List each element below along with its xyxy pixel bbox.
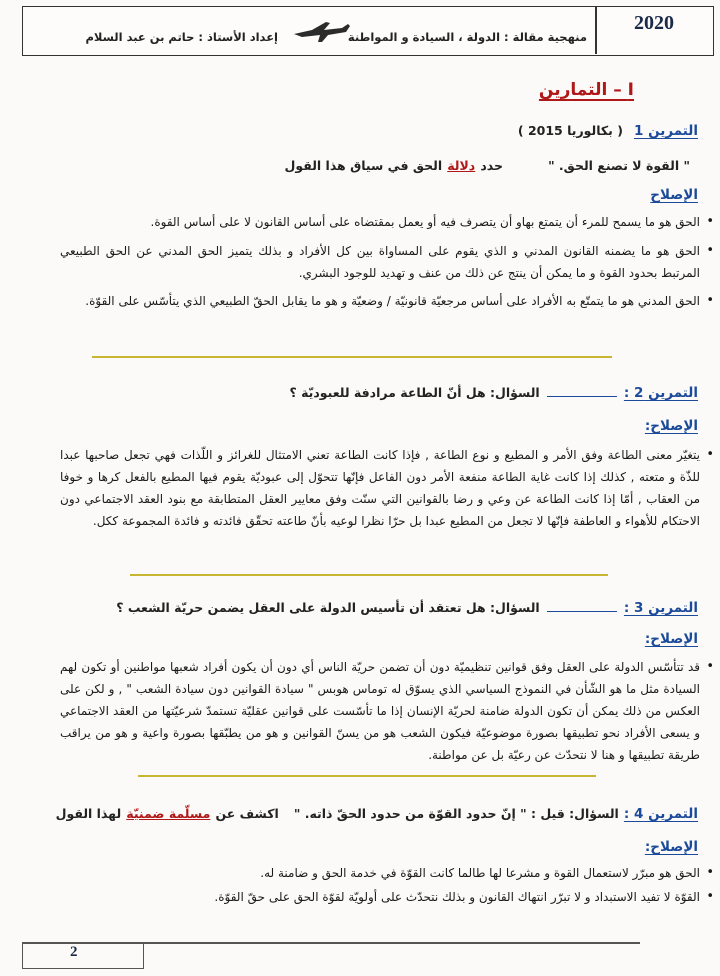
exercise-4-task-post: لهذا القول bbox=[55, 806, 122, 821]
airplane-logo-icon bbox=[292, 18, 352, 44]
exercise-1-bullet-2: • الحق هو ما يضمنه القانون المدني و الذي يقوم على المساواة بين كل الأفراد و بذلك يتميز الحق المدني عن الحق الطبيعي المرتبط بحدود القوة و ما يمكن أن ينتج عن ذلك من عنف و تهديد للوجود البشري. bbox=[60, 240, 700, 284]
exercise-3-islah: الإصلاح: bbox=[644, 631, 698, 647]
header-divider bbox=[595, 6, 597, 54]
exercise-3-header bbox=[116, 597, 698, 616]
divider-2 bbox=[130, 574, 608, 576]
section-title: I – التمارين bbox=[538, 80, 634, 100]
exercise-2-label: التمرين 2 : bbox=[623, 385, 698, 401]
exercise-1-bullet-3: • الحق المدني هو ما يتمتّع به الأفراد على أساس مرجعيّة قانونيّة / وضعيّة و هو ما يقابل الحقّ الطبيعي الذي يتأسّس على القوّة. bbox=[60, 290, 700, 312]
exercise-1-quote: " القوة لا تصنع الحق. " bbox=[548, 158, 690, 173]
exercise-1-source: ( بكالوريا 2015 ) bbox=[517, 123, 623, 138]
exercise-1-prompt bbox=[285, 155, 690, 174]
exercise-4-task: اكشف عن bbox=[215, 806, 279, 821]
exercise-2-header bbox=[289, 382, 698, 401]
exercise-1-task-word: دلالة bbox=[447, 158, 476, 173]
exercise-1-task-pre: حدد bbox=[480, 158, 503, 173]
footer-box bbox=[22, 942, 144, 969]
page-number: 2 bbox=[70, 944, 78, 960]
header-title: منهجية مقالة : الدولة ، السيادة و المواطنة bbox=[347, 30, 587, 44]
exercise-3-label: التمرين 3 : bbox=[623, 600, 698, 616]
exercise-4-question: السؤال: قيل : " إنّ حدود القوّة من حدود الحقّ ذاته. " bbox=[293, 806, 619, 821]
exercise-1-task-post: الحق في سياق هذا القول bbox=[284, 158, 443, 173]
exercise-3-question: السؤال: هل تعتقد أن تأسيس الدولة على العقل يضمن حريّة الشعب ؟ bbox=[116, 600, 540, 615]
exercise-1-bullet-1: • الحق هو ما يسمح للمرء أن يتمتع بهاو أن يتصرف فيه أو يعمل بمقتضاه على أساس القانون لا على أساس القوة. bbox=[60, 211, 700, 233]
divider-3 bbox=[138, 775, 596, 777]
exercise-4-bullet-1: • الحق هو مبرّر لاستعمال القوة و مشرعا لها طالما كانت القوّة في خدمة الحق و ضامنة له. bbox=[60, 862, 700, 884]
exercise-2-bullet-1: • يتغيّر معنى الطاعة وفق الأمر و المطيع و نوع الطاعة , فإذا كانت الطاعة تعني الامتثال للغرائز و اللّذات فهي تجعل صاحبها عبدا للذّة و متعته , كذلك إذا كانت غاية الطاعة منفعة الأمر دون الفاعل فإنّها تتحوّل إلى عبوديّة يقوم فيها المطيع بالفعل كرها و خوفا من العقاب , أمّا إذا كانت الطاعة عن وعي و رضا بالقوانين التي سنّت وفق معايير العقل المتطابقة مع بنود العقد الاجتماعي دون الاحتكام للأهواء و العاطفة فإنّها لا تجعل من المطيع عبدا بل حرّا نظرا لوعيه بأنّ طاعته تحقّق فائدته و فائدة المجموعة ككل. bbox=[60, 444, 700, 532]
exercise-3-bullet-1: • قد تتأسّس الدولة على العقل وفق قوانين تنظيميّة دون أن تضمن حريّة الناس أي دون أن يكون أفراد شعبها مواطنين أو تكون لهم السيادة مثل ما هو الشّأن في النموذج السياسي الذي يسوّق له توماس هوبس " سيادة القوانين دون سيادة الشعب " , و لكن على العكس من ذلك يمكن أن تكون الدولة ضامنة لحريّة الإنسان إذا ما تأسّست على قوانين عقليّة تستمدّ شرعيّتها من العقد الاجتماعي و يسعى الأفراد نحو تطبيقها بصورة موضوعيّة فيكون الشعب هو من يسنّ القوانين و هو من يطبّقها بصورة واعية و هو من يراقب طريقة تطبيقها و هنا لا نتحدّث عن رعيّة بل عن مواطنة. bbox=[60, 656, 700, 766]
exercise-1-header bbox=[518, 120, 698, 139]
header-author: إعداد الأستاذ : حاتم بن عبد السلام bbox=[85, 30, 278, 44]
exercise-4-header bbox=[56, 803, 698, 822]
exercise-4-bullet-2: • القوّة لا تفيد الاستبداد و لا تبرّر انتهاك القانون و بذلك نتحدّث على أولويّة لقوّة الحق على حقّ القوّة. bbox=[60, 886, 700, 908]
exercise-2-question: السؤال: هل أنّ الطاعة مرادفة للعبوديّة ؟ bbox=[289, 385, 540, 400]
exercise-4-label: التمرين 4 : bbox=[623, 806, 698, 822]
exercise-1-label: التمرين 1 bbox=[634, 123, 698, 139]
divider-1 bbox=[92, 356, 612, 358]
year: 2020 bbox=[634, 12, 674, 34]
exercise-1-islah: الإصلاح bbox=[650, 187, 698, 203]
exercise-2-islah: الإصلاح: bbox=[644, 418, 698, 434]
exercise-4-task-word: مسلّمة ضمنيّة bbox=[126, 806, 211, 821]
exercise-4-islah: الإصلاح: bbox=[644, 839, 698, 855]
